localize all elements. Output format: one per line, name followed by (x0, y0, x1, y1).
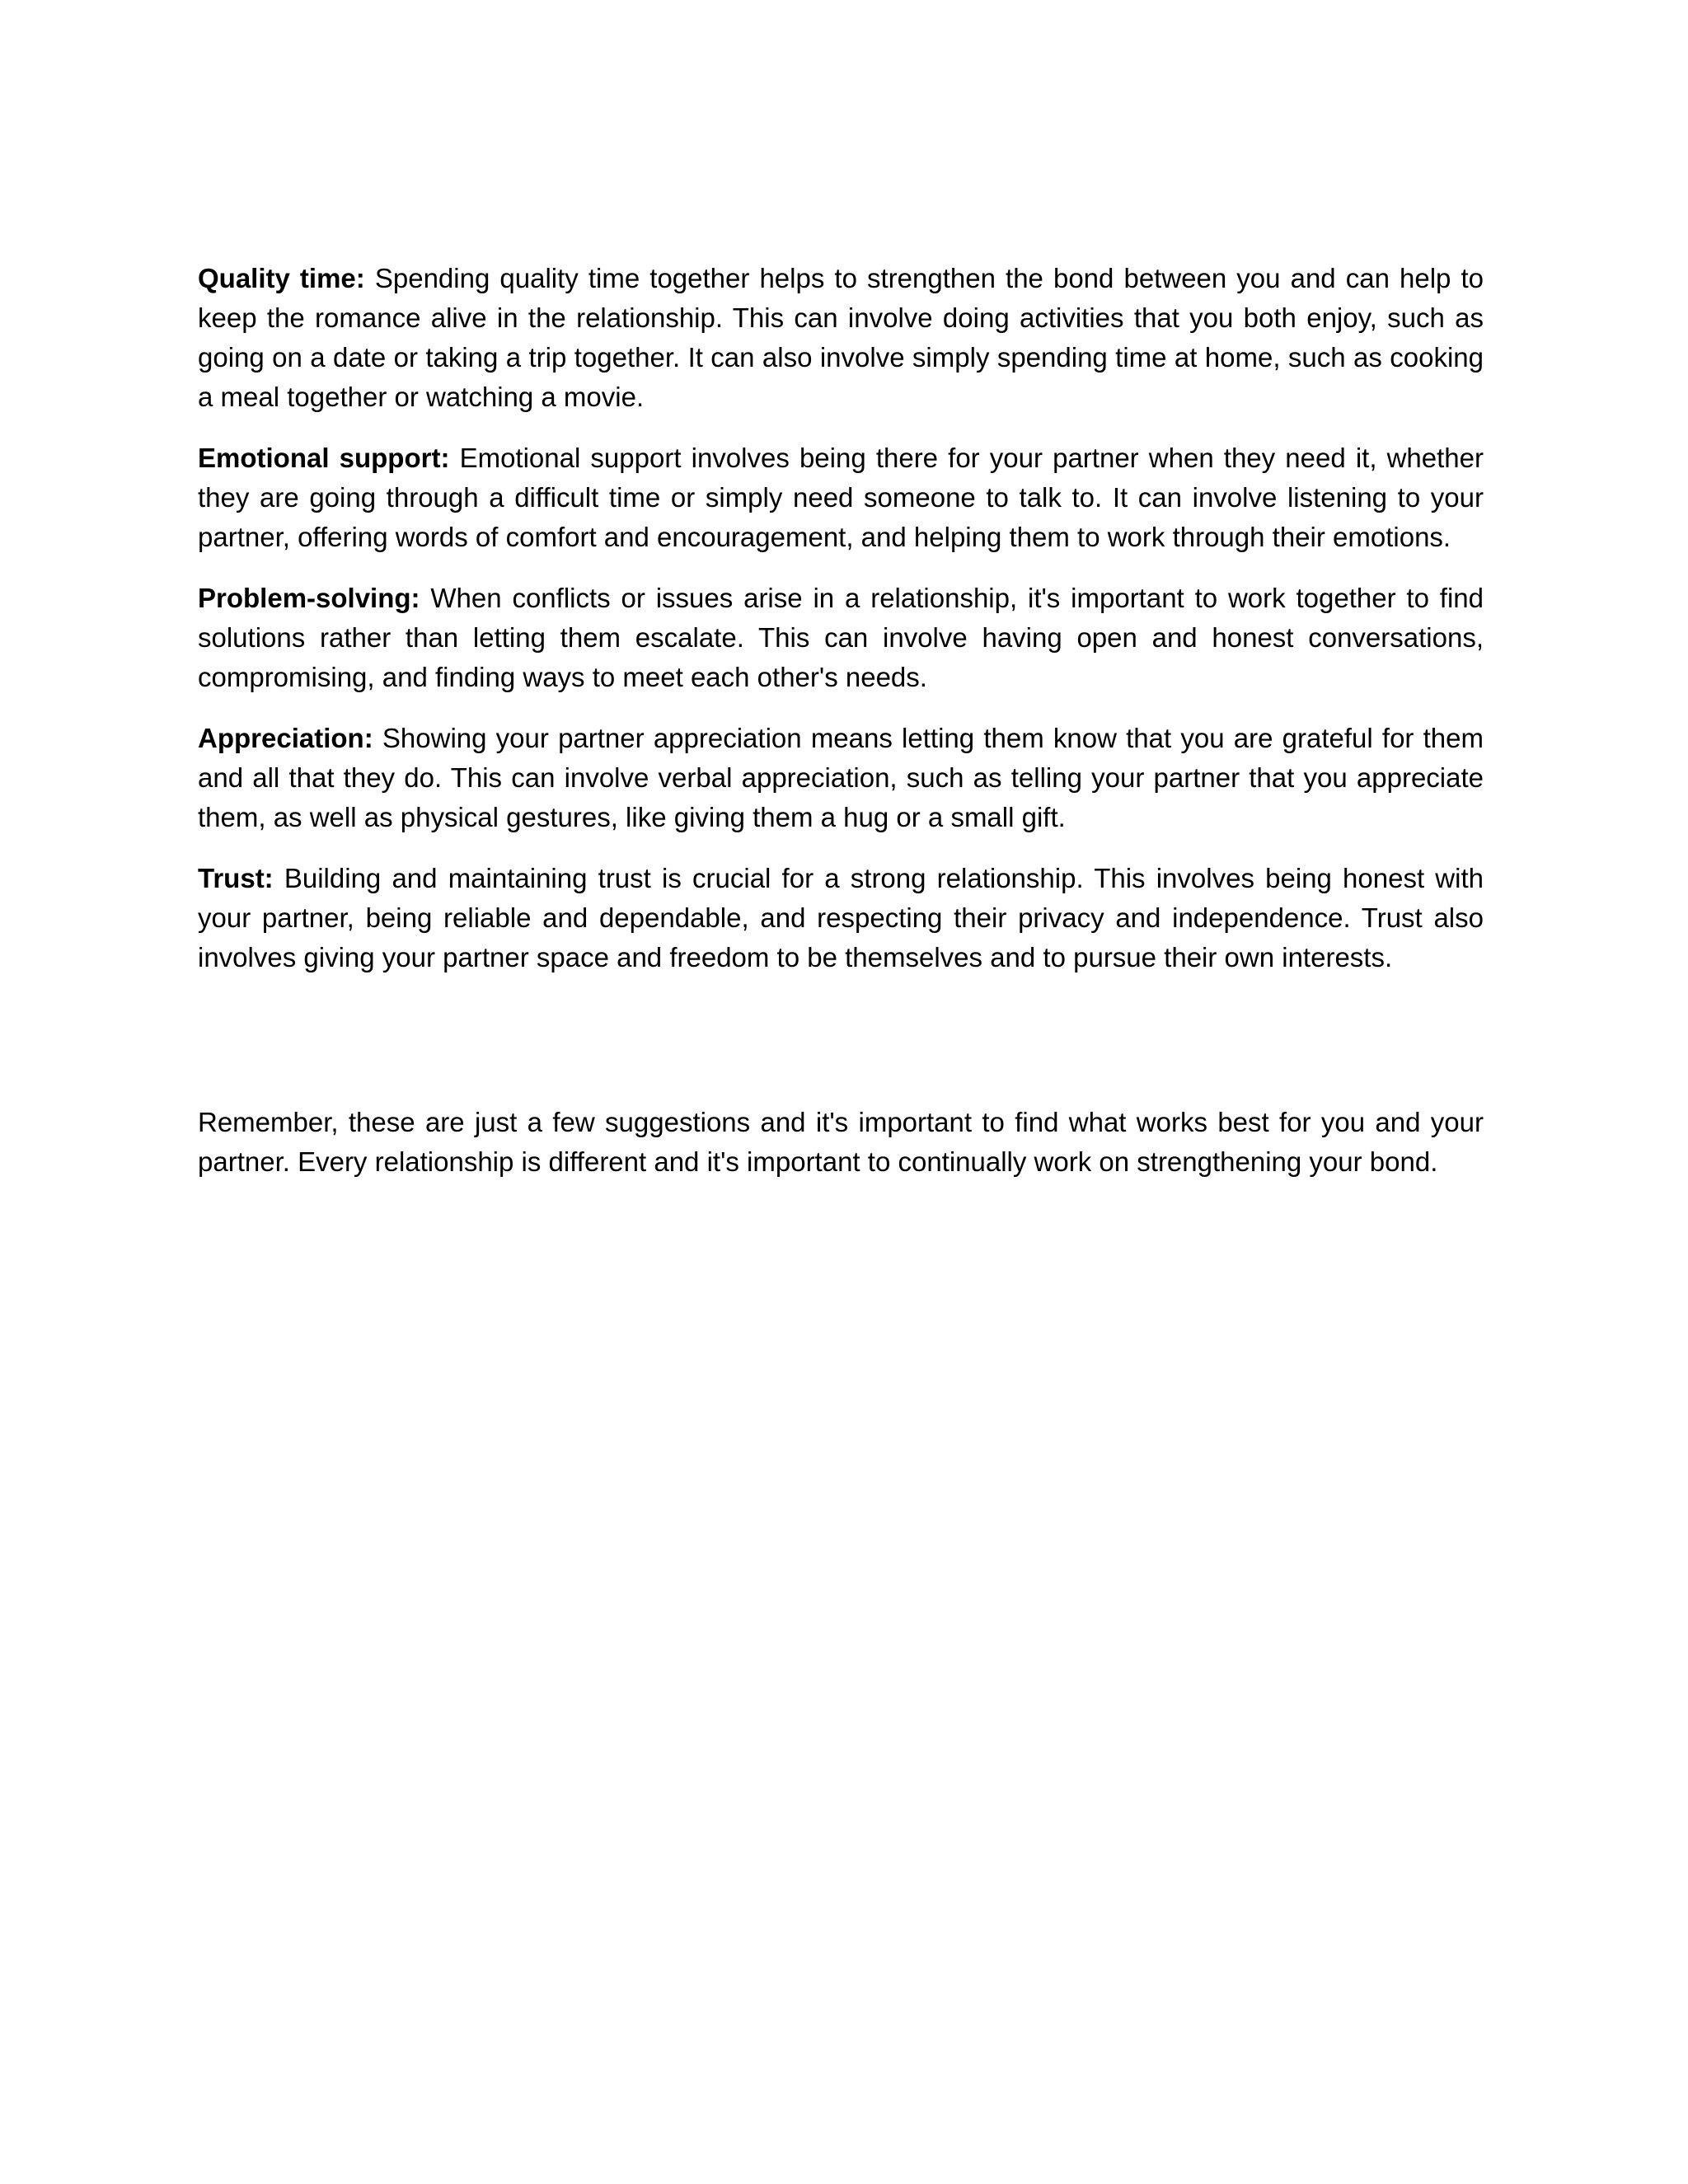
paragraph-problem-solving (198, 579, 1484, 697)
paragraph-heading: Quality time: (198, 263, 365, 293)
paragraph-text: Showing your partner appreciation means letting them know that you are grateful for them and all that they do. This can involve verbal appreciation, such as telling your partner that you appreciate them, as well as physical gestures, like giving them a hug or a small gift. (198, 723, 1484, 832)
paragraph-quality-time (198, 259, 1484, 417)
paragraph-appreciation (198, 719, 1484, 837)
document-body (198, 259, 1484, 999)
paragraph-heading: Emotional support: (198, 443, 450, 473)
paragraph-heading: Appreciation: (198, 723, 373, 753)
paragraph-trust (198, 859, 1484, 977)
paragraph-text: When conflicts or issues arise in a relationship, it's important to work together to find solutions rather than letting them escalate. This can involve having open and honest conversations, compromising, and finding ways to meet each other's needs. (198, 583, 1484, 692)
paragraph-text: Building and maintaining trust is crucial for a strong relationship. This involves being honest with your partner, being reliable and dependable, and respecting their privacy and independence. Trust also involves giving your partner space and freedom to be themselves and to pursue their own interests. (198, 863, 1484, 972)
paragraph-heading: Problem-solving: (198, 583, 420, 613)
paragraph-emotional-support (198, 438, 1484, 557)
paragraph-text: Spending quality time together helps to strengthen the bond between you and can help to keep the romance alive in the relationship. This can involve doing activities that you both enjoy, such as going on a date or taking a trip together. It can also involve simply spending time at home, such as cooking a meal together or watching a movie. (198, 263, 1484, 412)
paragraph-heading: Trust: (198, 863, 274, 893)
closing-paragraph: Remember, these are just a few suggestions and it's important to find what works best for you and your partner. Every relationship is different and it's important to continually work on strengthening your bond. (198, 1107, 1484, 1177)
paragraph-text: Emotional support involves being there for your partner when they need it, whether they are going through a difficult time or simply need someone to talk to. It can involve listening to your partner, offering words of comfort and encouragement, and helping them to work through their emotions. (198, 443, 1484, 552)
